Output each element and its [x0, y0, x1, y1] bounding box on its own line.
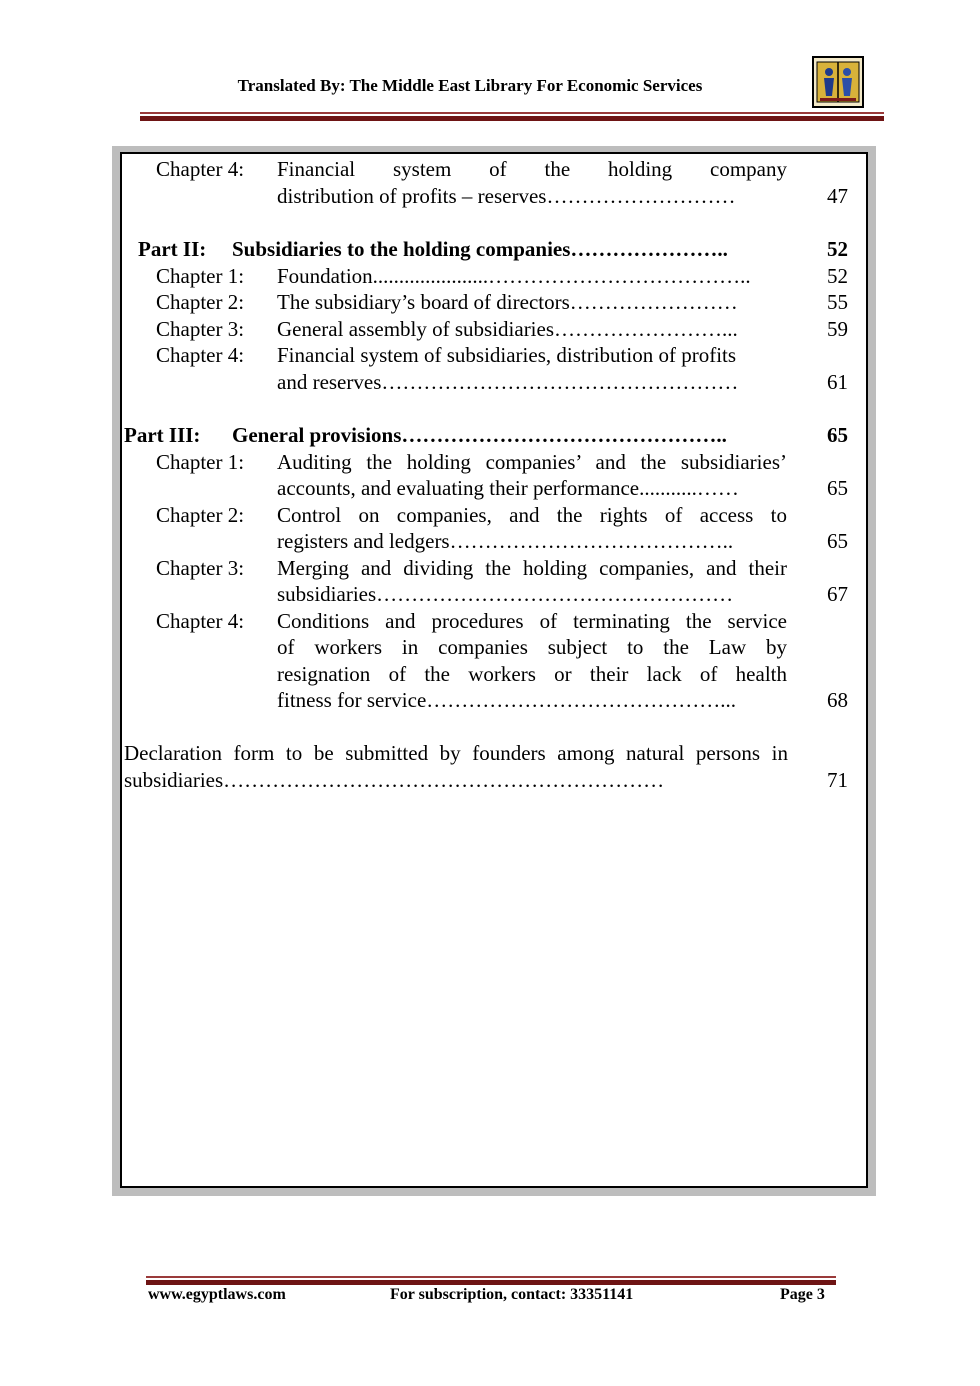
footer-website-link[interactable]: www.egyptlaws.com	[148, 1286, 286, 1303]
toc-chapter-title: fitness for service……………………………………...	[277, 688, 737, 712]
toc-chapter-title: The subsidiary’s board of directors……………………	[277, 290, 738, 314]
footer-subscription: For subscription, contact: 33351141	[390, 1286, 634, 1303]
toc-chapter-label: Chapter 1:	[156, 449, 245, 474]
toc-page-number: 47	[827, 183, 848, 208]
toc-chapter-title: of workers in companies subject to the Law by	[277, 635, 787, 659]
toc-part-title: General provisions………………………………………..	[232, 423, 727, 447]
toc-declaration-title: Declaration form to be submitted by founders among natural persons in	[124, 741, 788, 765]
toc-chapter-label: Chapter 4:	[156, 157, 245, 181]
footer-rule	[146, 1276, 836, 1278]
toc-chapter-label: Chapter 1:	[156, 263, 245, 288]
toc-frame-inner	[120, 152, 868, 1188]
footer-rule-thick	[146, 1280, 836, 1285]
toc-page-number: 67	[827, 582, 848, 606]
toc-page-number: 68	[827, 688, 848, 712]
toc-page-number: 65	[827, 476, 848, 500]
toc-page-number: 65	[827, 423, 848, 447]
toc-chapter-title: Financial system of the holding company	[277, 157, 787, 181]
library-book-logo-icon	[812, 56, 864, 108]
toc-part-label: Part II:	[138, 237, 207, 261]
toc-part-label: Part III:	[124, 423, 201, 447]
table-of-contents	[122, 154, 866, 1186]
toc-chapter-label: Chapter 2:	[156, 502, 245, 527]
toc-chapter-title: Financial system of subsidiaries, distribution of profits	[277, 343, 737, 367]
toc-chapter-title: Auditing the holding companies’ and the subsidiaries’	[277, 449, 787, 474]
toc-chapter-title: accounts, and evaluating their performance...........……	[277, 476, 739, 500]
toc-chapter-title: distribution of profits – reserves………………………	[277, 183, 736, 208]
toc-chapter-title: Foundation......................………………………………..	[277, 263, 751, 288]
toc-page-number: 55	[827, 290, 848, 314]
toc-page-number: 52	[827, 263, 848, 288]
toc-page-number: 61	[827, 369, 848, 394]
toc-chapter-title: resignation of the workers or their lack of health	[277, 661, 787, 686]
toc-chapter-title: and reserves……………………………………………	[277, 369, 739, 394]
toc-page-number: 71	[827, 767, 848, 792]
toc-chapter-label: Chapter 3:	[156, 555, 245, 580]
toc-declaration-title: subsidiaries………………………………………………………	[124, 767, 665, 792]
toc-page-number: 52	[827, 237, 848, 261]
header-rule-thick	[140, 116, 884, 121]
toc-chapter-label: Chapter 4:	[156, 608, 245, 633]
toc-frame	[112, 146, 876, 1196]
header-rule	[140, 112, 884, 114]
toc-page-number: 65	[827, 529, 848, 553]
toc-chapter-title: General assembly of subsidiaries……………………...	[277, 316, 738, 341]
toc-part-title: Subsidiaries to the holding companies…………………..	[232, 237, 728, 261]
toc-chapter-label: Chapter 2:	[156, 290, 245, 314]
toc-chapter-title: Conditions and procedures of terminating the service	[277, 608, 787, 633]
toc-chapter-title: Merging and dividing the holding companies, and their	[277, 555, 787, 580]
header-title: Translated By: The Middle East Library For Economic Services	[237, 76, 703, 95]
toc-page-number: 59	[827, 316, 848, 341]
toc-chapter-title: subsidiaries……………………………………………	[277, 582, 734, 606]
footer-page-number: Page 3	[780, 1286, 825, 1303]
toc-chapter-label: Chapter 3:	[156, 316, 245, 341]
toc-chapter-title: registers and ledgers…………………………………..	[277, 529, 734, 553]
toc-chapter-label: Chapter 4:	[156, 343, 245, 367]
toc-chapter-title: Control on companies, and the rights of access to	[277, 502, 787, 527]
